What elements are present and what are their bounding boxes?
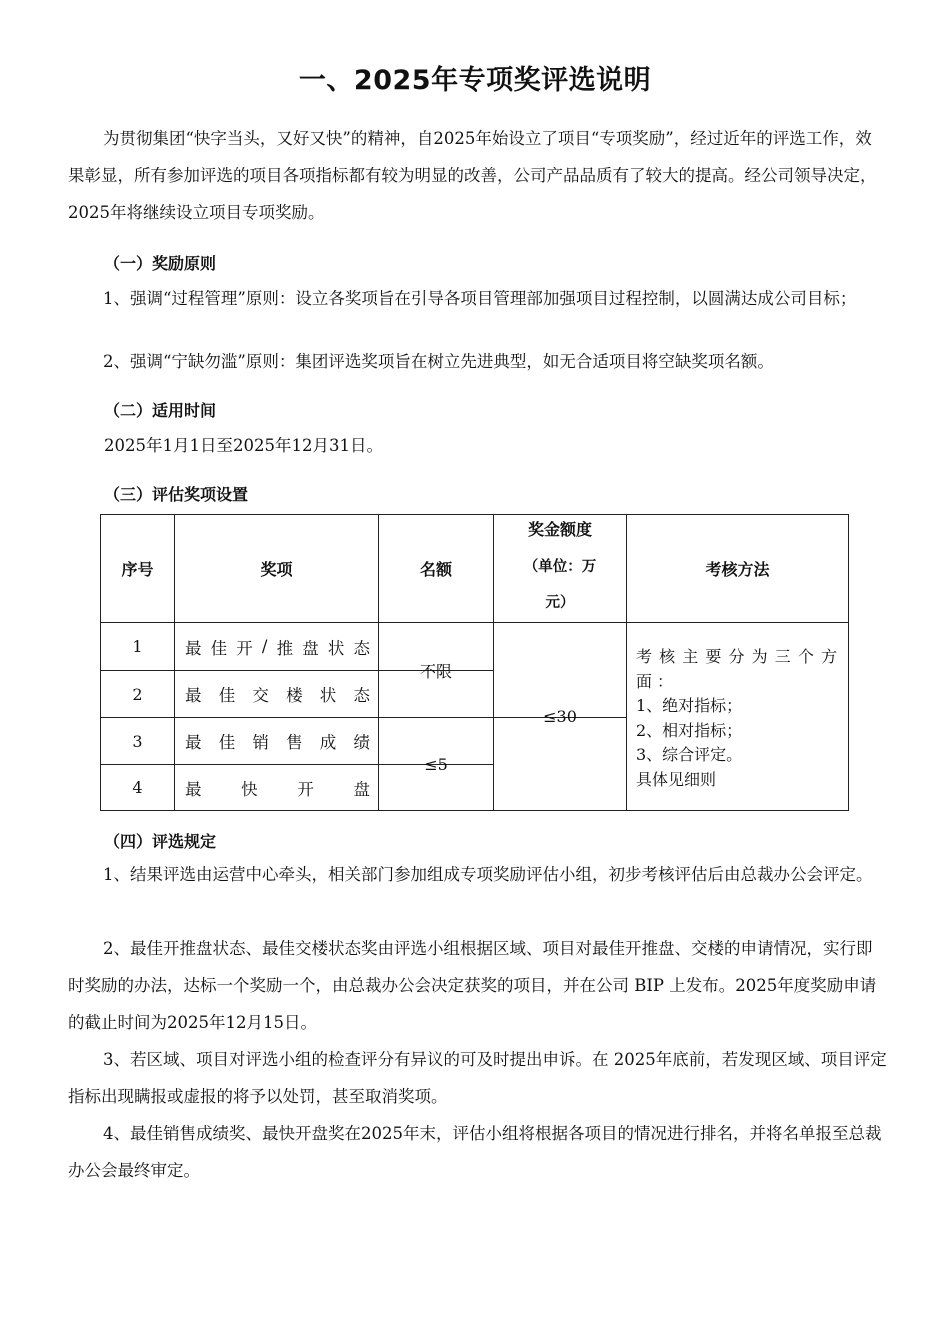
rule-item-3: 3、若区域、项目对评选小组的检查评分有异议的可及时提出申诉。在 2025年底前，若发现区域、项目评定指标出现瞒报或虚报的将予以处罚，甚至取消奖项。 [68, 1050, 887, 1106]
row-2-award: 最 佳 交 楼 状 态 [185, 686, 370, 705]
section-heading-principles: （一）奖励原则 [104, 254, 217, 273]
page-title: 一、2025年专项奖评选说明 [298, 65, 652, 96]
principle-item-2: 2、强调“宁缺勿滥”原则：集团评选奖项旨在树立先进典型，如无合适项目将空缺奖项名额。 [103, 352, 774, 371]
section-heading-awards: （三）评估奖项设置 [104, 485, 249, 504]
principle-item-1: 1、强调“过程管理”原则：设立各奖项旨在引导各项目管理部加强项目过程控制，以圆满达成公司目标； [103, 289, 857, 308]
rule-item-4: 4、最佳销售成绩奖、最快开盘奖在2025年末，评估小组将根据各项目的情况进行排名，并将名单报至总裁办公会最终审定。 [68, 1124, 882, 1180]
header-award: 奖项 [260, 560, 293, 579]
row-4-seq: 4 [132, 778, 143, 797]
intro-paragraph: 为贯彻集团“快字当头，又好又快”的精神，自2025年始设立了项目“专项奖励”，经过近年的评选工作，效果彰显，所有参加评选的项目各项指标都有较为明显的改善，公司产品品质有了较大的提高。经公司领导决定，2025年将继续设立项目专项奖励。 [68, 129, 877, 222]
row-2-seq: 2 [132, 684, 143, 704]
method-line-1: 考核主要分为三个方面： [636, 647, 842, 691]
method-line-5: 具体见细则 [636, 769, 717, 789]
row-4-award: 最 快 开 盘 [185, 779, 370, 799]
header-amount-line2: （单位：万 [523, 559, 597, 575]
row-3-award: 最 佳 销 售 成 绩 [185, 733, 370, 752]
row-1-seq: 1 [132, 637, 143, 656]
method-line-4: 3、综合评定。 [636, 745, 743, 764]
row-3-seq: 3 [132, 731, 143, 751]
row-1-award: 最 佳 开 / 推 盘 状 态 [185, 637, 370, 658]
rule-item-1: 1、结果评选由运营中心牵头，相关部门参加组成专项奖励评估小组，初步考核评估后由总裁办公会评定。 [103, 865, 873, 884]
header-amount-line1: 奖金额度 [527, 520, 592, 539]
quota-rows-3-4: ≤5 [424, 754, 448, 774]
header-amount [494, 515, 626, 622]
quota-rows-1-2: 不限 [419, 661, 452, 681]
method-cell [636, 645, 842, 792]
period-text: 2025年1月1日至2025年12月31日。 [104, 436, 383, 455]
method-line-2: 1、绝对指标； [636, 696, 743, 715]
section-heading-period: （二）适用时间 [104, 401, 217, 420]
award-table [100, 514, 849, 811]
method-line-3: 2、相对指标； [636, 720, 743, 740]
header-method: 考核方法 [705, 560, 770, 579]
amount-cell: ≤30 [543, 707, 577, 726]
header-quota: 名额 [419, 560, 452, 579]
section-heading-rules: （四）评选规定 [104, 832, 217, 851]
header-amount-line3: 元） [545, 595, 575, 611]
rule-item-2: 2、最佳开推盘状态、最佳交楼状态奖由评选小组根据区域、项目对最佳开推盘、交楼的申请情况，实行即时奖励的办法，达标一个奖励一个，由总裁办公会决定获奖的项目，并在公司 BIP 上发布。2025年度奖励申请的截止时间为2025年12月15日。 [68, 939, 877, 1032]
header-seq: 序号 [121, 560, 154, 579]
